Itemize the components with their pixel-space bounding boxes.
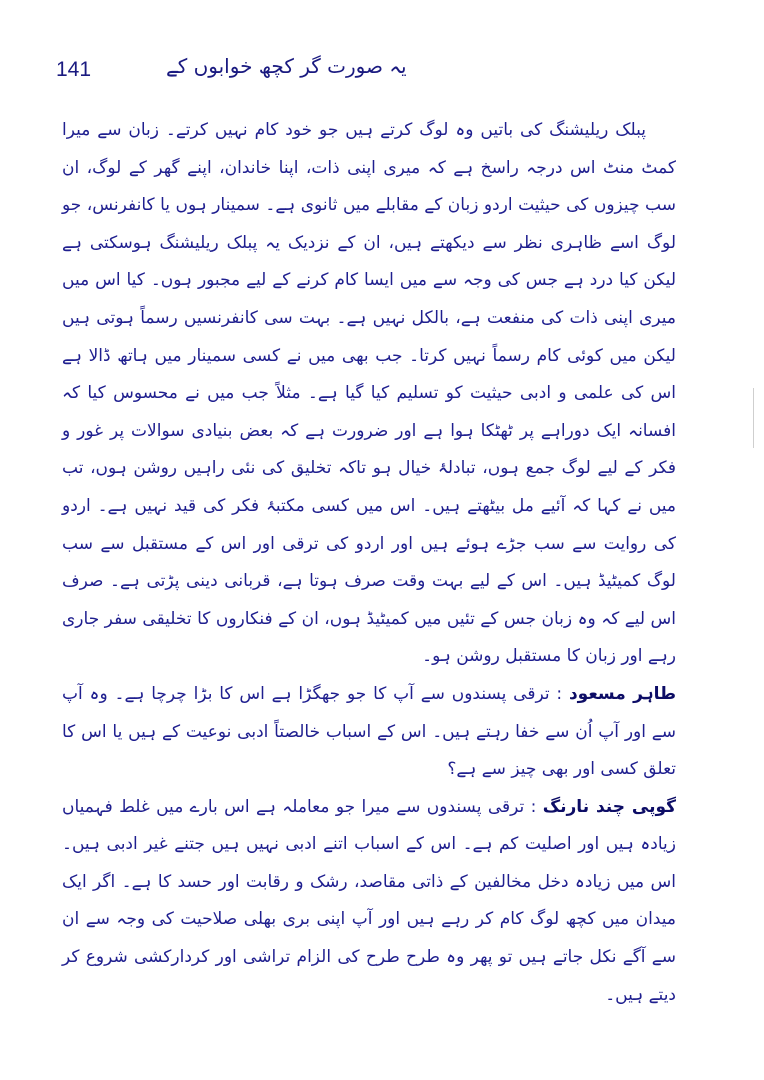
question-paragraph — [62, 676, 676, 789]
respondent-name: گوپی چند نارنگ — [542, 796, 676, 817]
question-text: : ترقی پسندوں سے آپ کا جو جھگڑا ہے اس کا بڑا چرچا ہے۔ وہ آپ سے اور آپ اُن سے خفا رہتے ہیں۔ اس کے اسباب خالصتاً ادبی نوعیت کے ہیں یا اس کا تعلق کسی اور بھی چیز سے ہے؟ — [62, 683, 676, 780]
page-header — [56, 54, 686, 94]
answer-paragraph — [62, 789, 676, 1015]
body-text — [62, 112, 676, 1014]
page-number: 141 — [56, 58, 92, 81]
running-title: یہ صورت گر کچھ خوابوں کے — [166, 54, 407, 78]
scan-edge-mark — [749, 388, 754, 448]
paragraph-intro: پبلک ریلیشنگ کی باتیں وہ لوگ کرتے ہیں جو خود کام نہیں کرتے۔ زبان سے میرا کمٹ منٹ اس درجہ راسخ ہے کہ میری اپنی ذات، اپنا خاندان، اپنے گھر کے لوگ، ان سب چیزوں کی حیثیت اردو زبان کے مقابلے میں ثانوی ہے۔ سمینار ہوں یا کانفرنس، جو لوگ اسے ظاہری نظر سے دیکھتے ہیں، ان کے نزدیک یہ پبلک ریلیشنگ ہوسکتی ہے لیکن کیا درد ہے جس کی وجہ سے میں ایسا کام کرنے کے لیے مجبور ہوں۔ کیا اس میں میری اپنی ذات کی منفعت ہے، بالکل نہیں ہے۔ بہت سی کانفرنسیں رسماً ہوتی ہیں لیکن میں کوئی کام رسماً نہیں کرتا۔ جب بھی میں نے کسی سمینار میں ہاتھ ڈالا ہے اس کی علمی و ادبی حیثیت کو تسلیم کیا گیا ہے۔ مثلاً جب میں نے محسوس کیا کہ افسانہ ایک دوراہے پر ٹھٹکا ہوا ہے اور ضرورت ہے کہ بعض بنیادی سوالات پر غور و فکر کے لیے لوگ جمع ہوں، تبادلۂ خیال ہو تاکہ تخلیق کی نئی راہیں روشن ہوں، تب میں نے کہا کہ آئیے مل بیٹھتے ہیں۔ اس میں کسی مکتبۂ فکر کی قید نہیں ہے۔ اردو کی روایت سے سب جڑے ہوئے ہیں اور اردو کی ترقی اور اس کے مستقبل سے سب لوگ کمیٹیڈ ہیں۔ اس کے لیے بہت وقت صرف ہوتا ہے، قربانی دینی پڑتی ہے۔ صرف اس لیے کہ وہ زبان جس کے تئیں میں کمیٹیڈ ہوں، ان کے فنکاروں کا تخلیقی سفر جاری رہے اور زبان کا مستقبل روشن ہو۔ — [62, 120, 676, 667]
answer-text: : ترقی پسندوں سے میرا جو معاملہ ہے اس بارے میں غلط فہمیاں زیادہ ہیں اور اصلیت کم ہے۔ اس کے اسباب اتنے ادبی نہیں ہیں جتنے غیر ادبی ہیں۔ اس میں زیادہ دخل مخالفین کے ذاتی مقاصد، رشک و رقابت اور حسد کا ہے۔ اگر ایک میدان میں کچھ لوگ کام کر رہے ہیں اور آپ اپنی بری بھلی صلاحیت کی وجہ سے ان سے آگے نکل جاتے ہیں تو پھر وہ طرح طرح کی الزام تراشی اور کردارکشی شروع کر دیتے ہیں۔ — [62, 796, 676, 1005]
interviewer-name: طاہر مسعود — [568, 683, 676, 704]
